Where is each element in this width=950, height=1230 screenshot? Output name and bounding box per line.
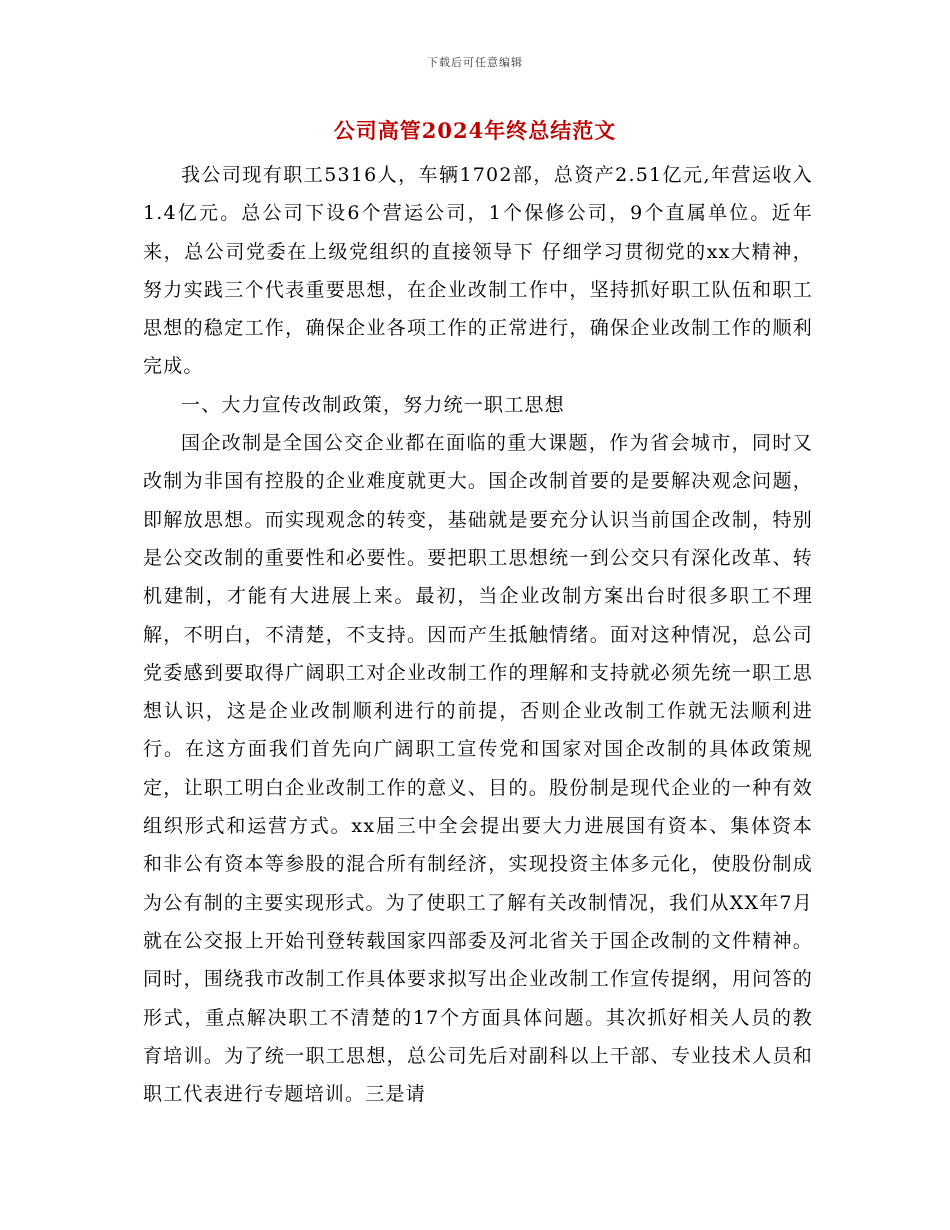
paragraph-section-1: 国企改制是全国公交企业都在面临的重大课题，作为省会城市，同时又改制为非国有控股的企业难度就更大。国企改制首要的是要解决观念问题，即解放思想。而实现观念的转变，基础就是要充分认识当前国企改制，特别是公交改制的重要性和必要性。要把职工思想统一到公交只有深化改革、转机建制，才能有大进展上来。最初，当企业改制方案出台时很多职工不理解，不明白，不清楚，不支持。因而产生抵触情绪。面对这种情况，总公司党委感到要取得广阔职工对企业改制工作的理解和支持就必须先统一职工思想认识，这是企业改制顺利进行的前提，否则企业改制工作就无法顺利进行。在这方面我们首先向广阔职工宣传党和国家对国企改制的具体政策规定，让职工明白企业改制工作的意义、目的。股份制是现代企业的一种有效组织形式和运营方式。xx届三中全会提出要大力进展国有资本、集体资本和非公有资本等参股的混合所有制经济，实现投资主体多元化，使股份制成为公有制的主要实现形式。为了使职工了解有关改制情况，我们从XX年7月就在公交报上开始刊登转载国家四部委及河北省关于国企改制的文件精神。同时，围绕我市改制工作具体要求拟写出企业改制工作宣传提纲，用问答的形式，重点解决职工不清楚的17个方面具体问题。其次抓好相关人员的教育培训。为了统一职工思想，总公司先后对副科以上干部、专业技术人员和职工代表进行专题培训。三是请	[143, 432, 813, 1106]
section-heading-1: 一、大力宣传改制政策，努力统一职工思想	[181, 393, 565, 416]
header-note: 下载后可任意编辑	[427, 56, 523, 69]
paragraph-intro: 我公司现有职工5316人，车辆1702部，总资产2.51亿元,年营运收入1.4亿元。总公司下设6个营运公司，1个保修公司，9个直属单位。近年来，总公司党委在上级党组织的直接领导下 仔细学习贯彻党的xx大精神，努力实践三个代表重要思想，在企业改制工作中，坚持抓好职工队伍和职工思想的稳定工作，确保企业各项工作的正常进行，确保企业改制工作的顺利完成。	[143, 164, 813, 378]
document-title: 公司高管2024年终总结范文	[333, 118, 617, 143]
document-body	[143, 156, 813, 1113]
